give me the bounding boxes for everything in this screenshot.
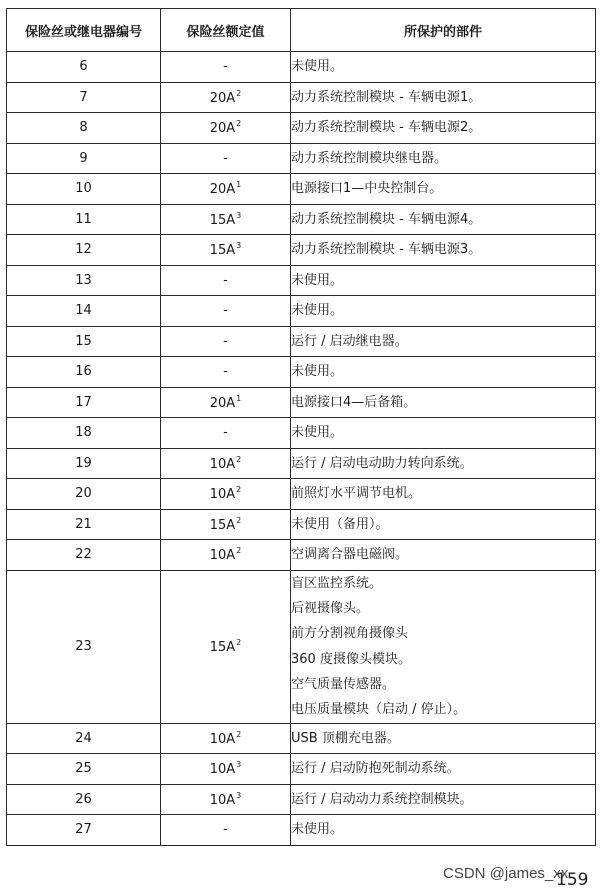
footnote-marker: 1 [236,180,242,190]
fuse-number-cell: 15 [7,326,161,357]
fuse-rating-cell [161,204,291,235]
fuse-number-cell: 13 [7,265,161,296]
fuse-table [6,8,596,846]
fuse-rating-cell [161,540,291,571]
fuse-rating-cell [161,509,291,540]
fuse-number-cell: 26 [7,784,161,815]
fuse-rating-cell [161,296,291,327]
table-row [7,52,596,83]
fuse-number-cell: 12 [7,235,161,266]
fuse-rating-value: 10A [209,792,236,808]
fuse-rating-value: - [223,822,228,838]
protected-component-cell [291,418,596,449]
component-line: 未使用。 [291,364,344,380]
fuse-number-cell: 25 [7,754,161,785]
fuse-rating-value: - [223,364,228,380]
fuse-number-cell: 9 [7,143,161,174]
component-line: 360 度摄像头模块。 [291,651,411,667]
fuse-rating-cell [161,418,291,449]
component-line: 运行 / 启动继电器。 [291,333,408,349]
fuse-rating-cell [161,143,291,174]
footnote-marker: 3 [236,790,242,800]
protected-component-cell [291,570,596,723]
fuse-rating-cell [161,387,291,418]
fuse-rating-cell [161,723,291,754]
fuse-rating-cell [161,113,291,144]
component-line: 动力系统控制模块继电器。 [291,150,448,166]
header-fuse-number: 保险丝或继电器编号 [7,9,161,52]
component-line: 盲区监控系统。 [291,575,383,591]
fuse-number-cell: 11 [7,204,161,235]
protected-component-cell [291,509,596,540]
table-row [7,296,596,327]
fuse-number-cell: 10 [7,174,161,205]
table-row [7,265,596,296]
protected-component-cell [291,174,596,205]
component-line: 后视摄像头。 [291,600,370,616]
table-row [7,326,596,357]
fuse-rating-cell [161,754,291,785]
fuse-number-cell: 8 [7,113,161,144]
component-line: 电源接口1—中央控制台。 [291,181,443,197]
fuse-rating-value: 10A [209,731,236,747]
protected-component-cell [291,540,596,571]
fuse-number-cell: 7 [7,82,161,113]
footnote-marker: 1 [236,393,242,403]
table-row [7,815,596,846]
fuse-rating-value: 10A [209,548,236,564]
fuse-number-cell: 23 [7,570,161,723]
protected-component-cell [291,143,596,174]
table-body [7,52,596,846]
protected-component-cell [291,52,596,83]
fuse-rating-value: 15A [209,517,236,533]
component-line: 电压质量模块（启动 / 停止）。 [291,702,467,718]
table-row [7,723,596,754]
component-line: 前方分割视角摄像头 [291,626,409,642]
fuse-number-cell: 19 [7,448,161,479]
table-row [7,143,596,174]
fuse-number-cell: 14 [7,296,161,327]
protected-component-cell [291,723,596,754]
protected-component-cell [291,113,596,144]
fuse-rating-value: - [223,272,228,288]
table-row [7,448,596,479]
component-line: 前照灯水平调节电机。 [291,486,422,502]
fuse-rating-cell [161,82,291,113]
component-line: 动力系统控制模块 - 车辆电源2。 [291,120,482,136]
fuse-rating-value: 15A [209,212,236,228]
component-line: USB 顶棚充电器。 [291,730,400,746]
component-line: 未使用。 [291,272,344,288]
fuse-rating-value: 20A [209,182,236,198]
protected-component-cell [291,784,596,815]
fuse-rating-value: 10A [209,762,236,778]
protected-component-cell [291,754,596,785]
component-line: 未使用。 [291,59,344,75]
footnote-marker: 2 [236,88,242,98]
fuse-rating-value: 15A [209,243,236,259]
protected-component-cell [291,357,596,388]
footnote-marker: 2 [236,454,242,464]
fuse-rating-value: - [223,303,228,319]
table-row [7,113,596,144]
fuse-rating-cell [161,265,291,296]
fuse-number-cell: 20 [7,479,161,510]
fuse-rating-value: - [223,333,228,349]
footnote-marker: 2 [236,638,242,647]
table-row [7,479,596,510]
table-row [7,357,596,388]
protected-component-cell [291,387,596,418]
table-row [7,754,596,785]
fuse-number-cell: 18 [7,418,161,449]
fuse-rating-value: - [223,150,228,166]
protected-component-cell [291,265,596,296]
table-row [7,418,596,449]
component-line: 未使用。 [291,303,344,319]
component-line: 动力系统控制模块 - 车辆电源4。 [291,211,482,227]
page-number: 159 [556,870,589,890]
table-row [7,387,596,418]
fuse-number-cell: 16 [7,357,161,388]
fuse-number-cell: 6 [7,52,161,83]
table-row [7,784,596,815]
component-line: 动力系统控制模块 - 车辆电源3。 [291,242,482,258]
component-line: 空气质量传感器。 [291,676,396,692]
footnote-marker: 3 [236,760,242,770]
fuse-rating-cell [161,815,291,846]
fuse-rating-value: 10A [209,487,236,503]
table-row [7,509,596,540]
footnote-marker: 3 [236,241,242,251]
fuse-rating-value: 15A [209,640,236,655]
table-header-row [7,9,596,52]
fuse-rating-value: - [223,425,228,441]
protected-component-cell [291,204,596,235]
component-line: 运行 / 启动电动助力转向系统。 [291,455,473,471]
header-fuse-rating: 保险丝额定值 [161,9,291,52]
fuse-rating-value: - [223,59,228,75]
fuse-number-cell: 22 [7,540,161,571]
footnote-marker: 2 [236,485,242,495]
table-row [7,82,596,113]
fuse-rating-cell [161,448,291,479]
component-line: 运行 / 启动防抱死制动系统。 [291,761,460,777]
table-row [7,174,596,205]
fuse-rating-cell [161,570,291,723]
fuse-rating-cell [161,479,291,510]
fuse-rating-cell [161,326,291,357]
fuse-number-cell: 27 [7,815,161,846]
fuse-rating-cell [161,174,291,205]
fuse-rating-value: 20A [209,90,236,106]
footnote-marker: 2 [236,546,242,556]
table-row [7,235,596,266]
fuse-rating-cell [161,784,291,815]
footnote-marker: 3 [236,210,242,220]
protected-component-cell [291,296,596,327]
fuse-number-cell: 21 [7,509,161,540]
fuse-number-cell: 24 [7,723,161,754]
protected-component-cell [291,448,596,479]
header-protected-component: 所保护的部件 [291,9,596,52]
table-row [7,204,596,235]
fuse-rating-value: 20A [209,395,236,411]
protected-component-cell [291,479,596,510]
fuse-rating-value: 10A [209,456,236,472]
table-row [7,540,596,571]
watermark: CSDN @james_xx [443,865,569,882]
component-line: 未使用。 [291,425,344,441]
component-line: 电源接口4—后备箱。 [291,394,417,410]
fuse-rating-cell [161,52,291,83]
footnote-marker: 2 [236,119,242,129]
component-line: 动力系统控制模块 - 车辆电源1。 [291,89,482,105]
protected-component-cell [291,82,596,113]
component-line: 空调离合器电磁阀。 [291,547,409,563]
component-line: 未使用。 [291,822,344,838]
protected-component-cell [291,326,596,357]
fuse-rating-cell [161,235,291,266]
fuse-rating-value: 20A [209,121,236,137]
table-row [7,570,596,723]
component-line: 未使用（备用）。 [291,516,389,532]
footnote-marker: 2 [236,515,242,525]
fuse-rating-cell [161,357,291,388]
protected-component-cell [291,815,596,846]
component-line: 运行 / 启动动力系统控制模块。 [291,791,473,807]
protected-component-cell [291,235,596,266]
fuse-number-cell: 17 [7,387,161,418]
footnote-marker: 2 [236,729,242,739]
